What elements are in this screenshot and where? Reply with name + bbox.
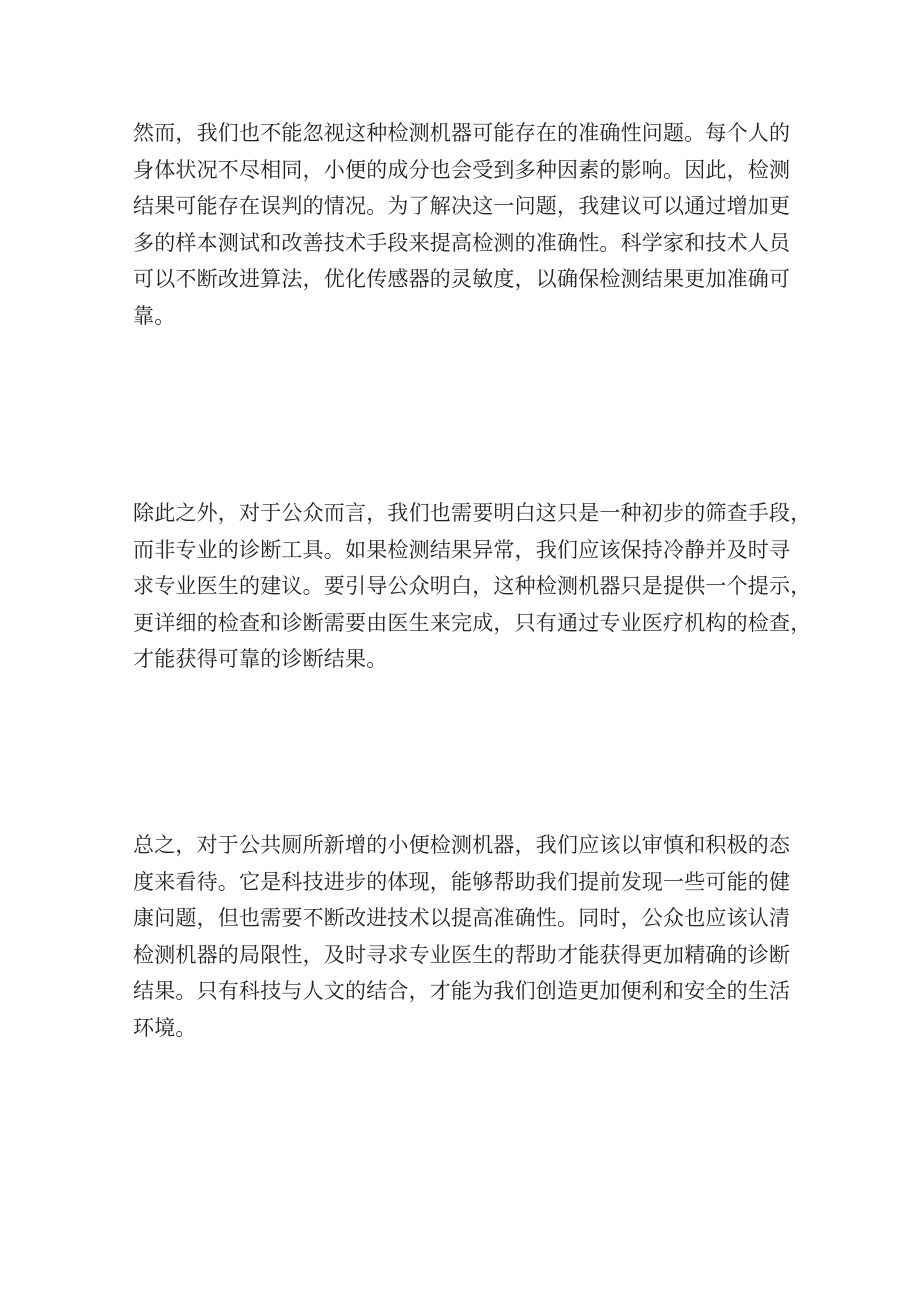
paragraph-accuracy-concerns: 然而，我们也不能忽视这种检测机器可能存在的准确性问题。每个人的 身体状况不尽相同，小便的成分也会受到多种因素的影响。因此，检测 结果可能存在误判的情况。为了解决这一问题，我建议可以通过增加更 多的样本测试和改善技术手段来提高检测的准确性。科学家和技术人员 可以不断改进算法，优化传感器的灵敏度，以确保检测结果更加准确可 靠。 [133, 121, 791, 328]
paragraph-conclusion: 总之，对于公共厕所新增的小便检测机器，我们应该以审慎和积极的态 度来看待。它是科技进步的体现，能够帮助我们提前发现一些可能的健 康问题，但也需要不断改进技术以提高准确性。同时，公众也应该认清 检测机器的局限性，及时寻求专业医生的帮助才能获得更加精确的诊断 结果。只有科技与人文的结合，才能为我们创造更加便利和安全的生活 环境。 [133, 833, 791, 1040]
paragraph-public-understanding: 除此之外，对于公众而言，我们也需要明白这只是一种初步的筛查手段， 而非专业的诊断工具。如果检测结果异常，我们应该保持冷静并及时寻 求专业医生的建议。要引导公众明白，这种检测机器只是提供一个提示， 更详细的检查和诊断需要由医生来完成，只有通过专业医疗机构的检查， 才能获得可靠的诊断结果。 [133, 501, 812, 671]
